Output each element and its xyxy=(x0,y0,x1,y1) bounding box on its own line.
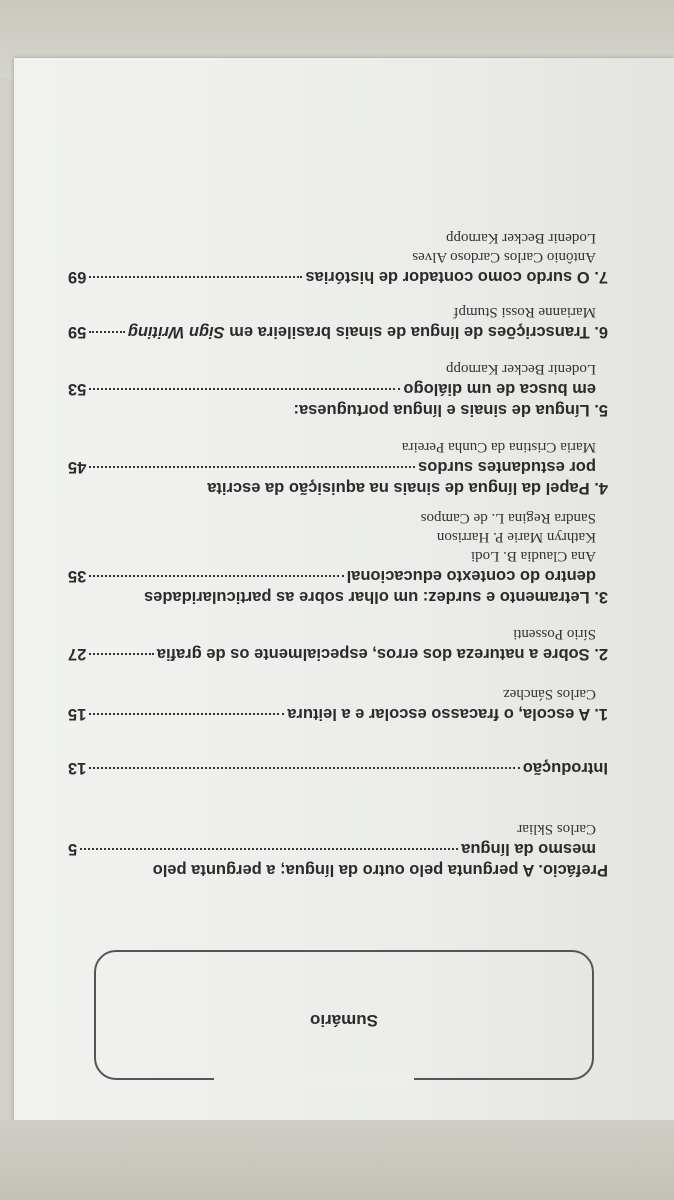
toc-entry-title: 4. Papel da língua de sinais na aquisição da escrita xyxy=(207,479,608,497)
title-frame-gap xyxy=(214,1074,414,1086)
leader-dots xyxy=(89,767,519,769)
page-title: Sumário xyxy=(309,1011,379,1030)
leader-dots xyxy=(89,713,284,715)
toc-page-number: 69 xyxy=(68,268,87,286)
toc-entry-title: 3. Letramento e surdez: um olhar sobre as particularidades xyxy=(144,588,608,606)
leader-dots xyxy=(89,575,343,577)
toc-page-number: 53 xyxy=(68,380,87,398)
toc-entry xyxy=(68,437,608,498)
background-surface-bottom xyxy=(0,1120,674,1200)
toc-entry-title-cont: dentro do contexto educacional xyxy=(346,567,596,585)
toc-entry-heading xyxy=(68,266,608,287)
toc-entry-heading-cont xyxy=(68,565,608,586)
toc-entry-heading xyxy=(68,703,608,724)
toc-author: Sandra Regina L. de Campos xyxy=(420,510,596,526)
leader-dots xyxy=(89,331,124,333)
toc-author: Marianne Rossi Stumpf xyxy=(453,304,596,320)
toc-author: Antônio Carlos Cardoso Alves xyxy=(412,249,596,265)
toc-entry-heading xyxy=(68,586,608,607)
toc-author: Maria Cristina da Cunha Pereira xyxy=(401,439,596,455)
toc-author: Lodenir Becker Karnopp xyxy=(446,361,596,377)
toc-page-number: 59 xyxy=(68,323,87,341)
toc-author: Carlos Skliar xyxy=(517,821,596,837)
toc-entry-title: 7. O surdo como contador de histórias xyxy=(305,268,608,286)
leader-dots xyxy=(89,276,302,278)
toc-entry-title: 2. Sobre a natureza dos erros, especialmente os de grafia xyxy=(156,645,608,663)
toc-entry xyxy=(68,302,608,342)
toc-entry-heading xyxy=(68,399,608,420)
toc-entry-title-italic: Sign Writing xyxy=(127,323,225,341)
toc-entry-title: Introdução xyxy=(522,759,608,777)
toc-entry xyxy=(68,359,608,420)
toc-entry-heading xyxy=(68,757,608,778)
toc-page-number: 5 xyxy=(68,840,78,858)
toc-page-number: 13 xyxy=(68,759,87,777)
toc-entry-title: Prefácio. A pergunta pelo outro da língua; a pergunta pelo xyxy=(152,861,608,879)
toc-entry xyxy=(68,508,608,607)
toc-author: Kathryn Marie P. Harrison xyxy=(436,529,596,545)
toc-author: Lodenir Becker Karnopp xyxy=(446,230,596,246)
toc-entry-title: 5. Língua de sinais e língua portuguesa: xyxy=(293,401,608,419)
table-of-contents-page xyxy=(14,58,674,1130)
toc-page-number: 27 xyxy=(68,645,87,663)
toc-entry-heading xyxy=(68,477,608,498)
toc-entry-title-cont: mesmo da língua xyxy=(461,840,596,858)
toc-entry-title-cont: por estudantes surdos xyxy=(418,458,596,476)
toc-page-number: 35 xyxy=(68,567,87,585)
toc-entry-title-cont: em busca de um diálogo xyxy=(403,380,596,398)
toc-entry-heading-cont xyxy=(68,378,608,399)
toc-entry-heading-cont xyxy=(68,838,608,859)
toc-entry xyxy=(68,624,608,664)
leader-dots xyxy=(89,388,400,390)
toc-entry xyxy=(68,819,608,880)
toc-entry-heading xyxy=(68,321,608,342)
toc-author: Carlos Sánchez xyxy=(503,686,596,702)
toc-author: Sírio Possenti xyxy=(513,626,596,642)
toc-entry-heading-cont xyxy=(68,456,608,477)
leader-dots xyxy=(89,466,415,468)
toc-entry xyxy=(68,684,608,724)
toc-entry-title: 1. A escola, o fracasso escolar e a leitura xyxy=(287,705,608,723)
toc-page-number: 15 xyxy=(68,705,87,723)
leader-dots xyxy=(89,653,153,655)
toc-entry xyxy=(68,228,608,287)
toc-page-number: 45 xyxy=(68,458,87,476)
toc-entry xyxy=(68,757,608,778)
toc-entry-heading xyxy=(68,643,608,664)
toc-entry-heading xyxy=(68,859,608,880)
toc-author: Ana Claudia B. Lodi xyxy=(471,548,596,564)
toc-entry-title: 6. Transcrições de língua de sinais brasileira em Sign Writing xyxy=(127,323,608,341)
leader-dots xyxy=(80,848,458,850)
